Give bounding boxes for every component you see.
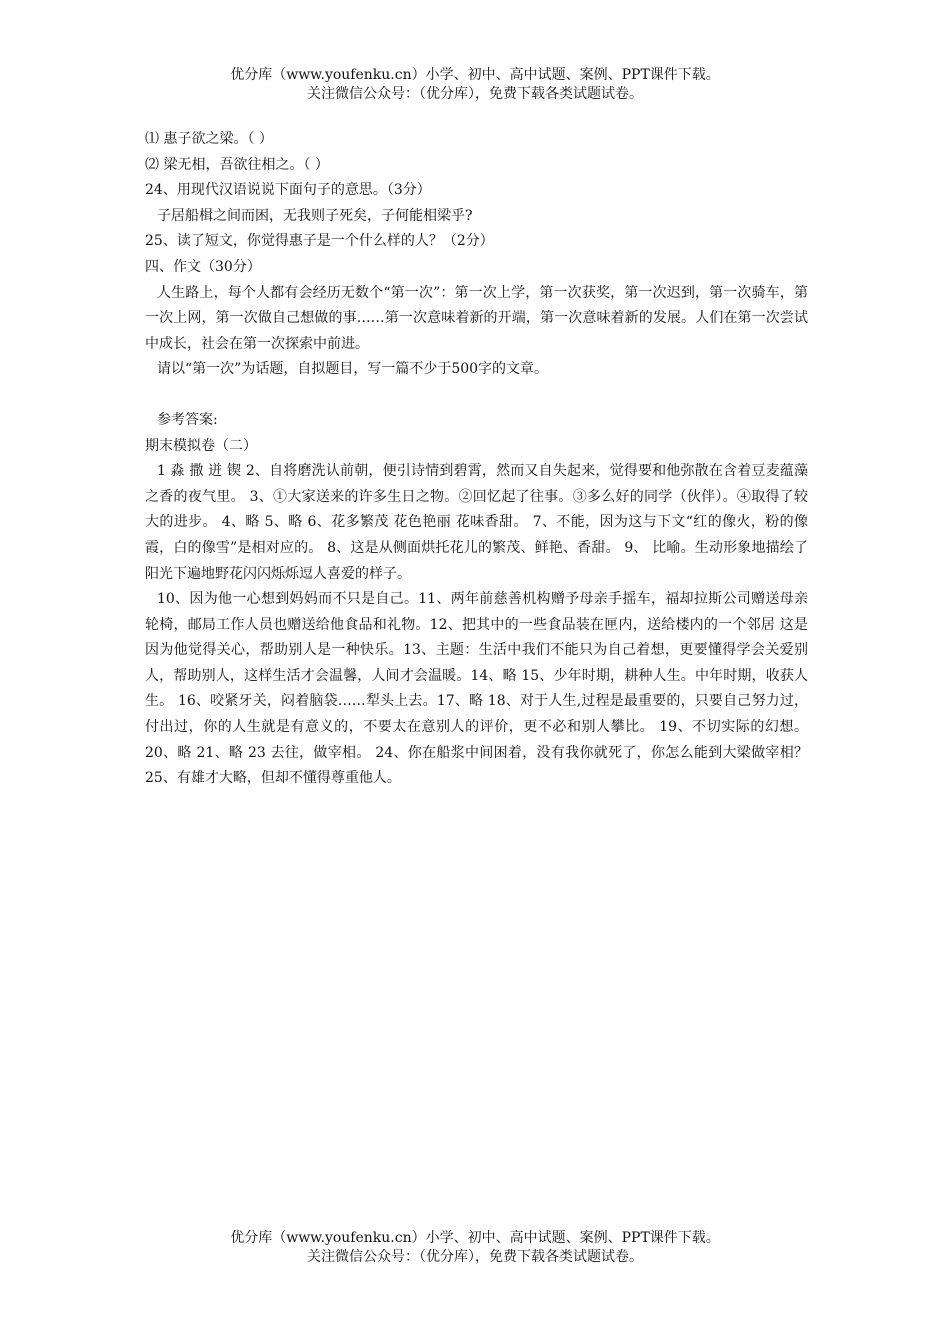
answers-paragraph-2: 10、因为他一心想到妈妈而不只是自己。11、两年前慈善机构赠予母亲手摇车，福却拉斯公司赠送母亲轮椅，邮局工作人员也赠送给他食品和礼物。12、把其中的一些食品装在匣内，送给楼内的一个邻居 这是因为他觉得关心，帮助别人是一种快乐。13、主题：生活中我们不能只为自己着想，更要懂得学会关爱别人，帮助别人，这样生活才会温馨，人间才会温暖。14、略 15、少年时期，耕种人生。中年时期，收获人生。 16、咬紧牙关，闷着脑袋……犁头上去。17、略 18、对于人生,过程是最重要的，只要自己努力过，付出过，你的人生就是有意义的，不要太在意别人的评价，更不必和别人攀比。 19、不切实际的幻想。 20、略 21、略 23 去往，做宰相。 24、你在船浆中间困着，没有我你就死了，你怎么能到大梁做宰相？ 25、有雄才大略，但却不懂得尊重他人。 — [145, 591, 808, 787]
answers-heading: 参考答案: — [157, 411, 218, 428]
footer-line-2: 关注微信公众号：（优分库），免费下载各类试题试卷。 — [307, 1249, 643, 1265]
page-footer — [0, 1229, 950, 1267]
essay-prompt: 请以“第一次”为话题，自拟题目，写一篇不少于500字的文章。 — [157, 361, 549, 378]
section-4-heading: 四、作文（30分） — [145, 258, 261, 275]
spacer — [145, 383, 808, 408]
header-line-1: 优分库（www.youfenku.cn）小学、初中、高中试题、案例、PPT课件下载。 — [230, 67, 720, 83]
question-24: 24、用现代汉语说说下面句子的意思。（3分） — [145, 182, 431, 199]
question-24-sentence: 子居船楫之间而困，无我则子死矣，子何能相梁乎? — [157, 207, 473, 224]
document-body — [145, 127, 808, 792]
header-line-2: 关注微信公众号：（优分库），免费下载各类试题试卷。 — [307, 86, 643, 102]
footer-line-1: 优分库（www.youfenku.cn）小学、初中、高中试题、案例、PPT课件下载。 — [230, 1230, 720, 1246]
answers-title: 期末模拟卷（二） — [145, 437, 257, 454]
question-25: 25、读了短文，你觉得惠子是一个什么样的人？（2分） — [145, 233, 494, 250]
answers-paragraph-1: 1 淼 撒 迸 锲 2、自将磨洗认前朝，便引诗情到碧霄，然而又自失起来，觉得要和他弥散在含着豆麦蕴藻之香的夜气里。 3、①大家送来的许多生日之物。②回忆起了往事。③多么好的同学（伙伴）。④取得了较大的进步。 4、略 5、略 6、花多繁茂 花色艳丽 花味香甜。 7、不能，因为这与下文“红的像火，粉的像霞，白的像雪”是相对应的。 8、这是从侧面烘托花儿的繁茂、鲜艳、香甜。 9、 比喻。生动形象地描绘了阳光下遍地野花闪闪烁烁逗人喜爱的样子。 — [145, 463, 808, 582]
essay-intro: 人生路上，每个人都有会经历无数个“第一次”：第一次上学，第一次获奖，第一次迟到，第一次骑车，第一次上网，第一次做自己想做的事……第一次意味着新的开端，第一次意味着新的发展。人们在第一次尝试中成长，社会在第一次探索中前进。 — [145, 284, 808, 352]
question-23-1: ⑴ 惠子欲之梁。（ ） — [145, 131, 273, 147]
question-23-2: ⑵ 梁无相，吾欲往相之。（ ） — [145, 156, 329, 173]
page-header — [0, 66, 950, 104]
